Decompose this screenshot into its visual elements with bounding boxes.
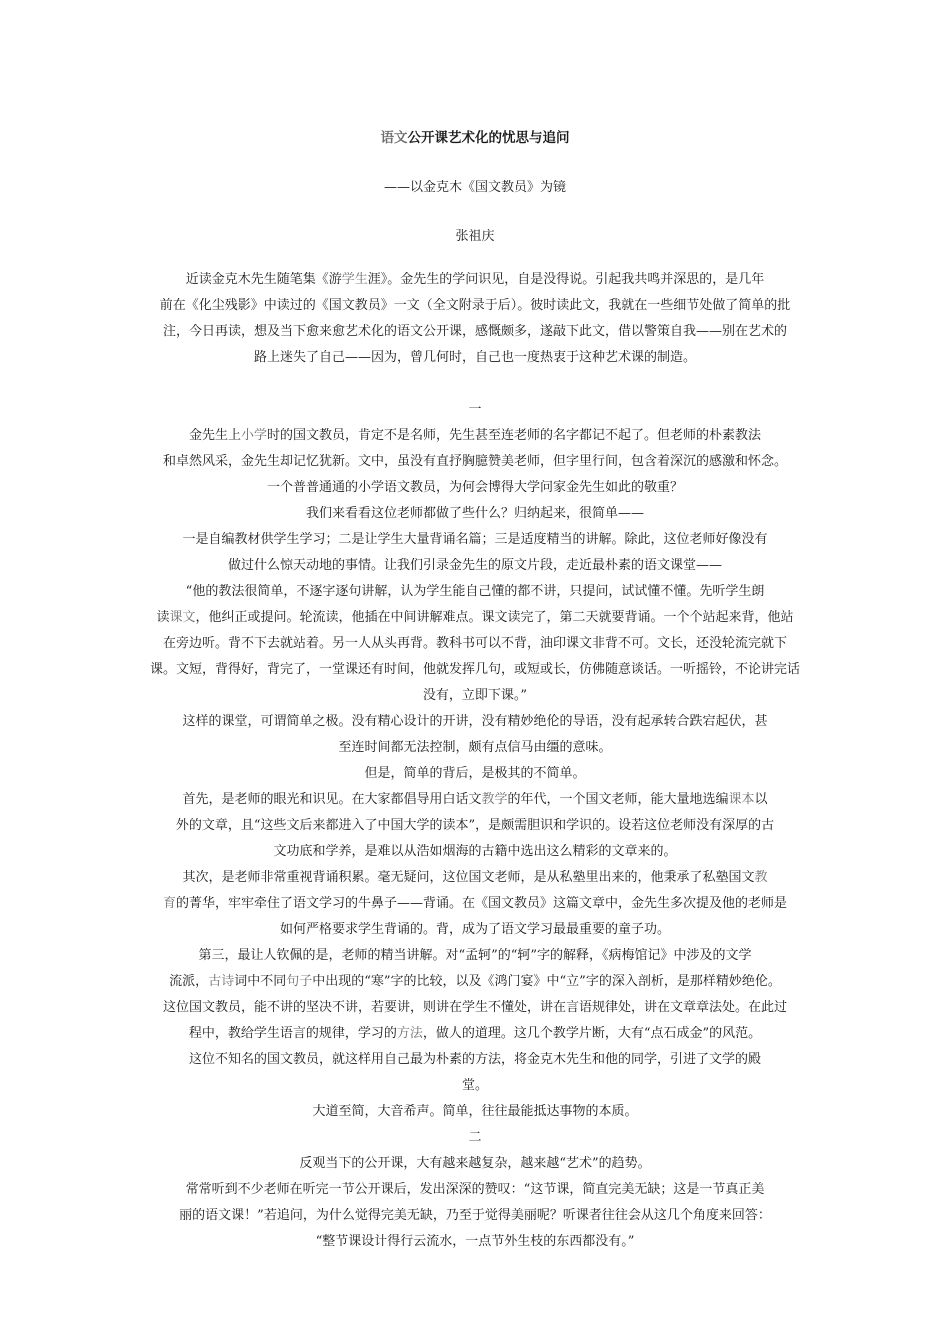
text-segment: 的菁华，牢牢牵住了语文学习的牛鼻子——背诵。在《国文教员》这篇文章中，金先生多次提及他的老师是 [176, 896, 788, 911]
document-subtitle: ——以金克木《国文教员》为镜 [383, 180, 566, 195]
document-author: 张祖庆 [455, 229, 495, 244]
text-segment: 的年代，一个国文老师，能大量地选编 [507, 792, 729, 807]
body-line [140, 1208, 810, 1224]
text-segment: 时的国文教员，肯定不是名师，先生甚至连老师的名字都记不起了。但老师的朴素教法 [267, 428, 762, 443]
inline-link[interactable]: 学生 [341, 272, 368, 287]
inline-link[interactable]: 句子 [286, 974, 313, 989]
text-segment: 但是，简单的背后，是极其的不简单。 [364, 766, 586, 781]
text-segment: 文功底和学养，是难以从浩如烟海的古籍中选出这么精彩的文章来的。 [273, 844, 677, 859]
body-line [140, 974, 810, 990]
body-line [140, 610, 810, 626]
body-line [140, 480, 810, 496]
text-segment: ，做人的道理。这几个教学片断，大有“点石成金”的风范。 [422, 1026, 762, 1041]
text-segment: 程中，教给学生语言的规律，学习的 [188, 1026, 397, 1041]
inline-link[interactable]: 小学 [240, 428, 267, 443]
text-segment: 一个普普通通的小学语文教员，为何会博得大学问家金先生如此的敬重？ [266, 480, 683, 495]
document-title [140, 130, 810, 146]
body-line [140, 1026, 810, 1042]
body-line [140, 818, 810, 834]
body-line [140, 662, 810, 678]
inline-link[interactable]: 课文 [169, 610, 196, 625]
text-segment: 外的文章，且“这些文后来都进入了中国大学的读本”，是颇需胆识和学识的。设若这位老师没有深厚的古 [175, 818, 775, 833]
text-segment: 流派， [169, 974, 209, 989]
text-segment: 丽的语文课！”若追问，为什么觉得完美无缺，乃至于觉得美丽呢？听课者往往会从这几个角度来回答： [179, 1208, 771, 1223]
body-line [140, 896, 810, 912]
text-segment: 反观当下的公开课，大有越来越复杂，越来越“艺术”的趋势。 [299, 1156, 651, 1171]
text-segment: 这位不知名的国文教员，就这样用自己最为朴素的方法，将金克木先生和他的同学，引进了文学的殿 [188, 1052, 761, 1067]
body-line [140, 272, 810, 288]
inline-link[interactable]: 方法 [396, 1026, 423, 1041]
text-segment: 这位国文教员，能不讲的坚决不讲，若要讲，则讲在学生不懂处，讲在言语规律处，讲在文章章法处。在此过 [162, 1000, 787, 1015]
body-line [140, 844, 810, 860]
text-segment: 我们来看看这位老师都做了些什么？归纳起来，很简单—— [305, 506, 644, 521]
body-line [140, 766, 810, 782]
text-segment: 课。文短，背得好，背完了，一堂课还有时间，他就发挥几句，或短或长，仿佛随意谈话。一听摇铃，不论讲完话 [149, 662, 800, 677]
text-segment: 以 [754, 792, 768, 807]
inline-link[interactable]: 课本 [728, 792, 755, 807]
text-segment: 堂。 [461, 1078, 488, 1093]
text-segment: 词中不同 [234, 974, 287, 989]
body-line [140, 1078, 810, 1094]
text-segment: 读 [156, 610, 170, 625]
body-line [140, 558, 810, 574]
body-line [140, 350, 810, 366]
text-segment: ，他纠正或提问。轮流读，他插在中间讲解难点。课文读完了，第二天就要背诵。一个个站起来背，他站 [195, 610, 794, 625]
body-line [140, 636, 810, 652]
body-line [140, 428, 810, 444]
body-line [140, 714, 810, 730]
text-segment: 中出现的“寒”字的比较，以及《鸿门宴》中“立”字的深入剖析，是那样精妙绝伦。 [312, 974, 781, 989]
inline-link[interactable]: 古诗 [208, 974, 235, 989]
text-segment: 一是自编教材供学生学习；二是让学生大量背诵名篇；三是适度精当的讲解。除此，这位老师好像没有 [182, 532, 768, 547]
body-line [140, 1052, 810, 1068]
text-segment: 金先生上 [188, 428, 241, 443]
text-segment: 其次，是老师非常重视背诵积累。毫无疑问，这位国文老师，是从私塾里出来的，他秉承了私塾国文 [182, 870, 755, 885]
body-line [140, 584, 810, 600]
body-line [140, 1234, 810, 1250]
text-segment: 一 [468, 402, 482, 417]
body-line [140, 740, 810, 756]
text-segment: 第三，最让人钦佩的是，老师的精当讲解。对“孟轲”的“轲”字的解释，《病梅馆记》中涉及的文学 [198, 948, 752, 963]
inline-link[interactable]: 育 [162, 896, 176, 911]
body-line [140, 1130, 810, 1146]
body-line [140, 1000, 810, 1016]
body-line [140, 532, 810, 548]
body-line [140, 870, 810, 886]
body-line [140, 922, 810, 938]
text-segment: 二 [468, 1130, 482, 1145]
text-segment: 路上迷失了自己——因为，曾几何时，自己也一度热衷于这种艺术课的制造。 [253, 350, 696, 365]
text-segment: 涯》。金先生的学问识见，自是没得说。引起我共鸣并深思的，是几年 [367, 272, 765, 287]
text-segment: 至连时间都无法控制，颇有点信马由缰的意味。 [338, 740, 612, 755]
body-line [140, 1104, 810, 1120]
text-segment: 近读金克木先生随笔集《游 [185, 272, 342, 287]
inline-link[interactable]: 教学 [481, 792, 508, 807]
text-segment: 和卓然风采，金先生却记忆犹新。文中，虽没有直抒胸臆赞美老师，但字里行间，包含着深沉的感激和怀念。 [162, 454, 787, 469]
text-segment: 没有，立即下课。” [422, 688, 528, 703]
text-segment: 注，今日再读，想及当下愈来愈艺术化的语文公开课，感慨颇多，遂敲下此文，借以警策自我——别在艺术的 [162, 324, 787, 339]
text-segment: 常常听到不少老师在听完一节公开课后，发出深深的赞叹：“这节课，简直完美无缺；这是一节真正美 [185, 1182, 765, 1197]
body-line [140, 688, 810, 704]
inline-link[interactable]: 教 [754, 870, 768, 885]
text-segment: 如何严格要求学生背诵的。背，成为了语文学习最最重要的童子功。 [279, 922, 670, 937]
text-segment: 大道至简，大音希声。简单，往往最能抵达事物的本质。 [312, 1104, 638, 1119]
body-line [140, 1182, 810, 1198]
body-line [140, 298, 810, 314]
body-line [140, 454, 810, 470]
title-prefix: 语文 [380, 130, 408, 146]
text-segment: 首先，是老师的眼光和识见。在大家都倡导用白话文 [182, 792, 482, 807]
title-main: 公开课艺术化的忧思与追问 [407, 130, 570, 146]
body-line [140, 948, 810, 964]
body-line [140, 506, 810, 522]
text-segment: “整节课设计得行云流水，一点节外生枝的东西都没有。” [315, 1234, 635, 1249]
body-line [140, 324, 810, 340]
text-segment: 前在《化尘残影》中读过的《国文教员》一文（全文附录于后）。彼时读此文，我就在一些细节处做了简单的批 [159, 298, 791, 313]
body-line [140, 1156, 810, 1172]
text-segment: 这样的课堂，可谓简单之极。没有精心设计的开讲，没有精妙绝伦的导语，没有起承转合跌宕起伏，甚 [182, 714, 768, 729]
text-segment: 做过什么惊天动地的事情。让我们引录金先生的原文片段，走近最朴素的语文课堂—— [227, 558, 722, 573]
body-line [140, 792, 810, 808]
body-line [140, 402, 810, 418]
text-segment: 在旁边听。背不下去就站着。另一人从头再背。教科书可以不背，油印课文非背不可。文长，还没轮流完就下 [162, 636, 787, 651]
text-segment: “他的教法很简单，不逐字逐句讲解，认为学生能自己懂的都不讲，只提问，试试懂不懂。先听学生朗 [185, 584, 765, 599]
